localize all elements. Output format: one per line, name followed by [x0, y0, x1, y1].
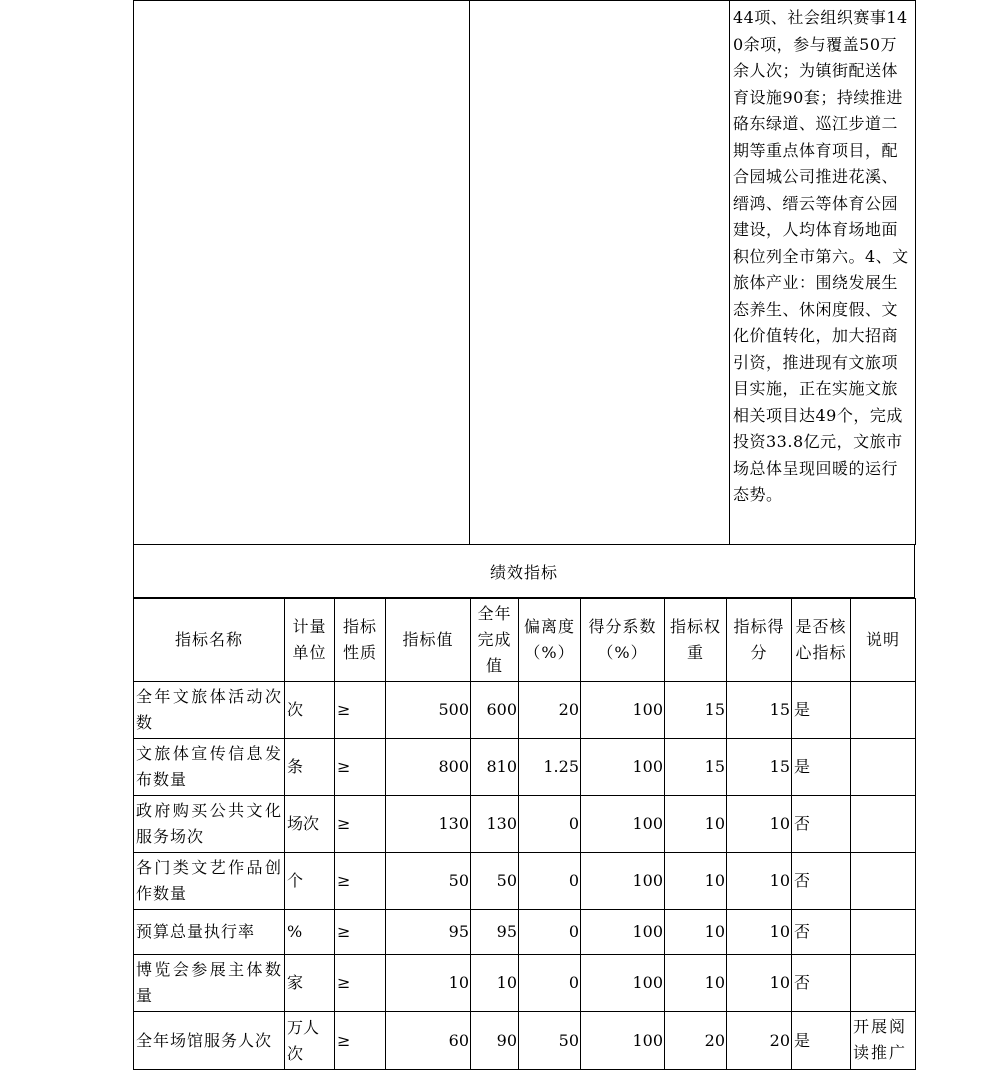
- header-weight: 指标权重: [665, 599, 727, 682]
- cell-coef: 100: [581, 739, 665, 796]
- header-score: 指标得分: [727, 599, 792, 682]
- cell-nature: ≥: [335, 682, 386, 739]
- header-deviation: 偏离度（%）: [519, 599, 581, 682]
- cell-core: 否: [792, 955, 851, 1012]
- empty-cell-middle: [470, 1, 730, 545]
- cell-score: 10: [727, 955, 792, 1012]
- table-row: [134, 1012, 916, 1070]
- cell-deviation: 0: [519, 910, 581, 955]
- header-coef: 得分系数（%）: [581, 599, 665, 682]
- cell-weight: 10: [665, 853, 727, 910]
- cell-value: 500: [386, 682, 471, 739]
- header-actual: 全年完成值: [471, 599, 519, 682]
- cell-name: 全年场馆服务人次: [134, 1012, 285, 1070]
- section-title: 绩效指标: [133, 545, 915, 598]
- metrics-table: [133, 598, 916, 1070]
- cell-coef: 100: [581, 955, 665, 1012]
- cell-actual: 810: [471, 739, 519, 796]
- cell-value: 95: [386, 910, 471, 955]
- cell-weight: 10: [665, 910, 727, 955]
- cell-weight: 15: [665, 739, 727, 796]
- cell-nature: ≥: [335, 853, 386, 910]
- cell-unit: 家: [285, 955, 335, 1012]
- cell-deviation: 50: [519, 1012, 581, 1070]
- cell-note: [851, 796, 916, 853]
- cell-note: [851, 853, 916, 910]
- cell-score: 10: [727, 796, 792, 853]
- cell-score: 15: [727, 739, 792, 796]
- cell-core: 是: [792, 1012, 851, 1070]
- cell-value: 130: [386, 796, 471, 853]
- cell-score: 15: [727, 682, 792, 739]
- cell-note: 开展阅读推广: [851, 1012, 916, 1070]
- cell-unit: 个: [285, 853, 335, 910]
- table-row: [134, 682, 916, 739]
- cell-actual: 600: [471, 682, 519, 739]
- cell-unit: 场次: [285, 796, 335, 853]
- cell-deviation: 1.25: [519, 739, 581, 796]
- table-row: [134, 955, 916, 1012]
- cell-core: 否: [792, 796, 851, 853]
- cell-name: 政府购买公共文化服务场次: [134, 796, 285, 853]
- cell-weight: 20: [665, 1012, 727, 1070]
- goal-table: [133, 0, 916, 545]
- table-row: [134, 853, 916, 910]
- cell-core: 是: [792, 739, 851, 796]
- header-row: [134, 599, 916, 682]
- cell-deviation: 0: [519, 853, 581, 910]
- cell-unit: 条: [285, 739, 335, 796]
- cell-note: [851, 682, 916, 739]
- cell-core: 否: [792, 910, 851, 955]
- description-cell: 44项、社会组织赛事140余项，参与覆盖50万余人次；为镇街配送体育设施90套；持续推进硌东绿道、巡江步道二期等重点体育项目，配合园城公司推进花溪、缙鸿、缙云等体育公园建设，人均体育场地面积位列全市第六。4、文旅体产业：围绕发展生态养生、休闲度假、文化价值转化，加大招商引资，推进现有文旅项目实施，正在实施文旅相关项目达49个，完成投资33.8亿元，文旅市场总体呈现回暖的运行态势。: [730, 1, 916, 545]
- cell-coef: 100: [581, 910, 665, 955]
- cell-coef: 100: [581, 853, 665, 910]
- cell-core: 是: [792, 682, 851, 739]
- cell-nature: ≥: [335, 796, 386, 853]
- cell-nature: ≥: [335, 1012, 386, 1070]
- cell-unit: 万人次: [285, 1012, 335, 1070]
- cell-unit: 次: [285, 682, 335, 739]
- cell-weight: 10: [665, 796, 727, 853]
- cell-score: 20: [727, 1012, 792, 1070]
- table-row: [134, 910, 916, 955]
- cell-note: [851, 739, 916, 796]
- cell-score: 10: [727, 853, 792, 910]
- header-nature: 指标性质: [335, 599, 386, 682]
- cell-actual: 130: [471, 796, 519, 853]
- cell-name: 预算总量执行率: [134, 910, 285, 955]
- table-row: [134, 796, 916, 853]
- cell-nature: ≥: [335, 955, 386, 1012]
- header-value: 指标值: [386, 599, 471, 682]
- cell-coef: 100: [581, 682, 665, 739]
- cell-core: 否: [792, 853, 851, 910]
- cell-name: 文旅体宣传信息发布数量: [134, 739, 285, 796]
- cell-deviation: 0: [519, 796, 581, 853]
- cell-deviation: 0: [519, 955, 581, 1012]
- header-note: 说明: [851, 599, 916, 682]
- cell-score: 10: [727, 910, 792, 955]
- table-row: [134, 739, 916, 796]
- cell-value: 10: [386, 955, 471, 1012]
- cell-name: 全年文旅体活动次数: [134, 682, 285, 739]
- header-name: 指标名称: [134, 599, 285, 682]
- cell-note: [851, 955, 916, 1012]
- cell-note: [851, 910, 916, 955]
- cell-nature: ≥: [335, 910, 386, 955]
- cell-unit: %: [285, 910, 335, 955]
- document-frame: [133, 0, 915, 1070]
- cell-actual: 10: [471, 955, 519, 1012]
- cell-name: 各门类文艺作品创作数量: [134, 853, 285, 910]
- cell-value: 800: [386, 739, 471, 796]
- cell-coef: 100: [581, 1012, 665, 1070]
- cell-actual: 50: [471, 853, 519, 910]
- cell-weight: 10: [665, 955, 727, 1012]
- cell-deviation: 20: [519, 682, 581, 739]
- cell-actual: 90: [471, 1012, 519, 1070]
- empty-cell-left: [134, 1, 470, 545]
- cell-nature: ≥: [335, 739, 386, 796]
- header-unit: 计量单位: [285, 599, 335, 682]
- cell-weight: 15: [665, 682, 727, 739]
- cell-actual: 95: [471, 910, 519, 955]
- cell-value: 60: [386, 1012, 471, 1070]
- cell-coef: 100: [581, 796, 665, 853]
- cell-value: 50: [386, 853, 471, 910]
- cell-name: 博览会参展主体数量: [134, 955, 285, 1012]
- goal-row: [134, 1, 916, 545]
- header-core: 是否核心指标: [792, 599, 851, 682]
